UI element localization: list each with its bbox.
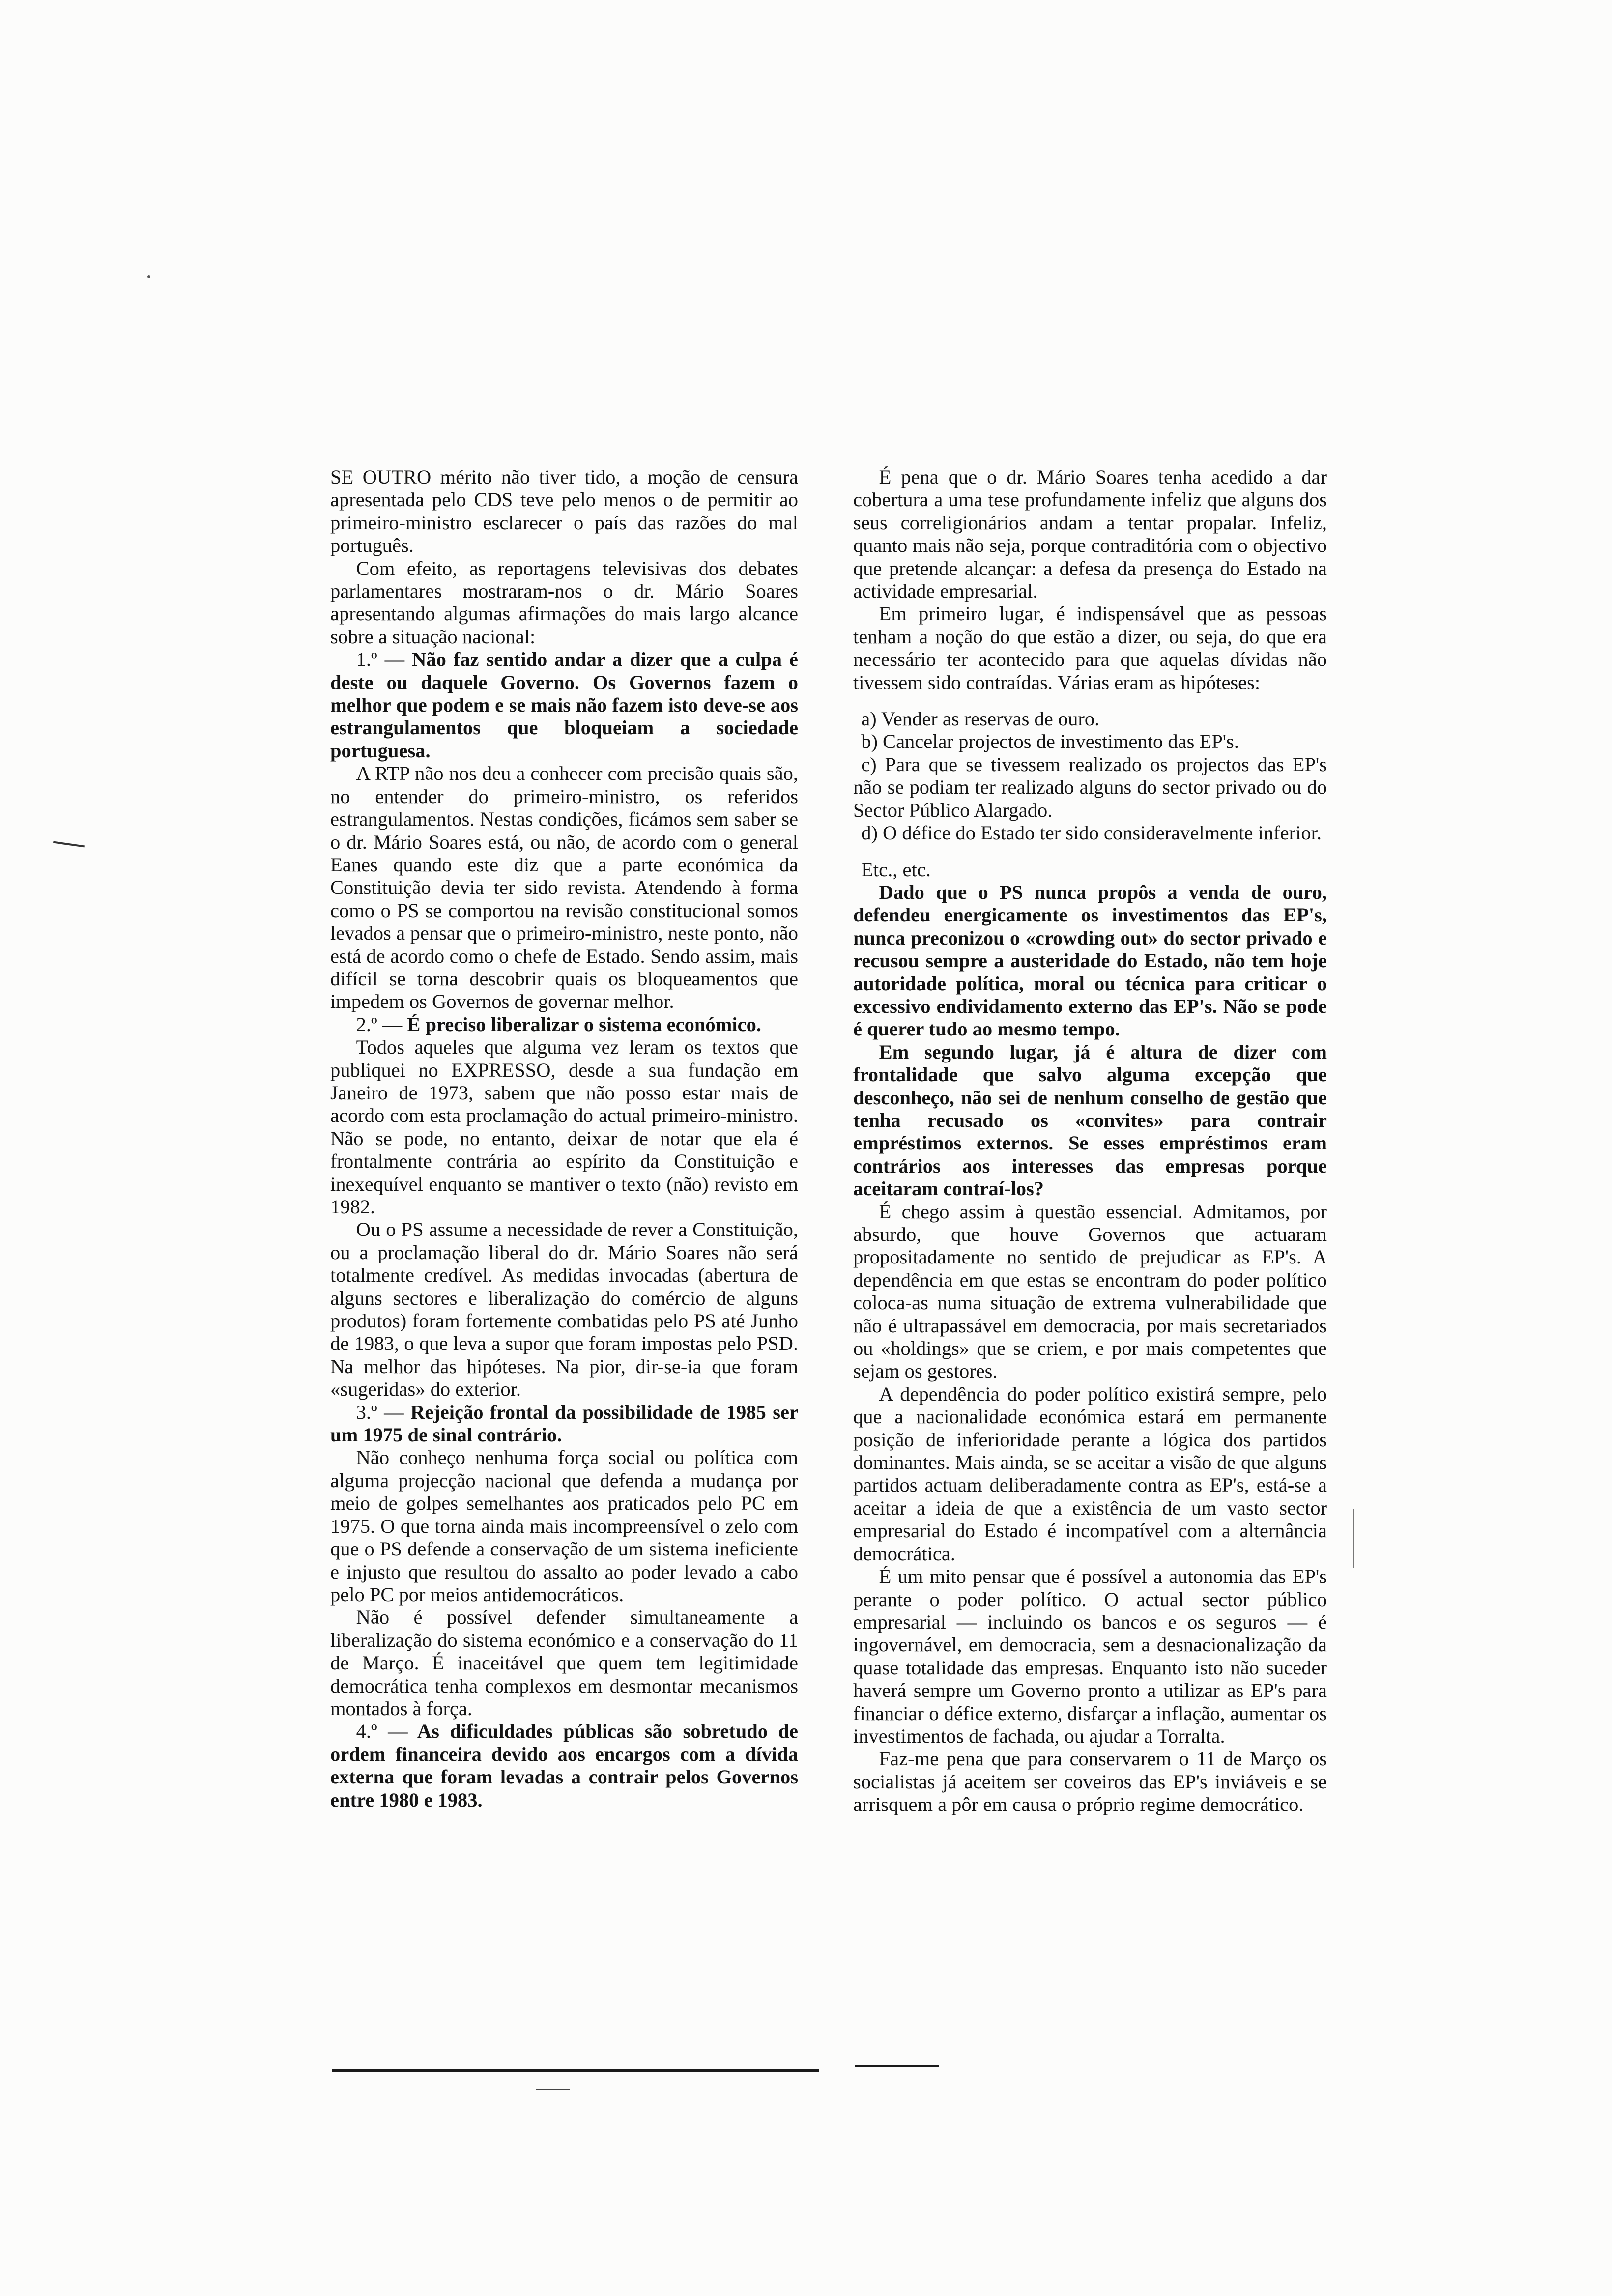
point-number: 3.º —: [356, 1401, 404, 1423]
hypothesis-item: a) Vender as reservas de ouro.: [861, 708, 1100, 730]
point-statement: As dificuldades públicas são sobretudo de ordem financeira devido aos encargos com a dívida externa que foram levadas a contrair pelos Governos entre 1980 e 1983.: [330, 1720, 798, 1811]
column-end-rule: [855, 2065, 939, 2067]
bold-paragraph: Em segundo lugar, já é altura de dizer com frontalidade que salvo alguma excepção que desconheço, não sei de nenhum conselho de gestão que tenha recusado os «convites» para contrair empréstimos externos. Se esses empréstimos eram contrários aos interesses das empresas porque aceitaram contraí-los?: [853, 1040, 1327, 1200]
margin-bar: [1353, 1509, 1354, 1568]
hypothesis-item: b) Cancelar projectos de investimento das EP's.: [861, 730, 1239, 753]
numbered-point: [330, 1401, 798, 1447]
lead-in: SE OUTRO: [330, 466, 432, 488]
point-number: 1.º —: [356, 648, 405, 671]
numbered-point: [330, 1013, 798, 1036]
paragraph: Todos aqueles que alguma vez leram os textos que publiquei no EXPRESSO, desde a sua fundação em Janeiro de 1973, sabem que não posso estar mais de acordo com esta proclamação do actual primeiro-ministro. Não se pode, no entanto, deixar de notar que ela é frontalmente contrária ao espírito da Constituição e inexequível enquanto se mantiver o texto (não) revisto em 1982.: [330, 1036, 798, 1218]
hypothesis-item: Etc., etc.: [861, 858, 931, 881]
paragraph: É um mito pensar que é possível a autonomia das EP's perante o poder político. O actual sector público empresarial — incluindo os bancos e os seguros — é ingovernável, em democracia, sem a desnacionalização da quase totalidade das empresas. Enquanto isto não suceder haverá sempre um Governo pronto a utilizar as EP's para financiar o défice externo, disfarçar a inflação, aumentar os investimentos de fachada, ou ajudar a Torralta.: [853, 1565, 1327, 1747]
hypothesis-item: d) O défice do Estado ter sido consideravelmente inferior.: [861, 822, 1322, 844]
article-left-column: [330, 466, 798, 1811]
article-right-column: [853, 466, 1327, 1816]
paragraph: [853, 1041, 1327, 1201]
paragraph: É pena que o dr. Mário Soares tenha acedido a dar cobertura a uma tese profundamente infeliz que alguns dos seus correligionários andam a tentar propalar. Infeliz, quanto mais não seja, porque contraditória com o objectivo que pretende alcançar: a defesa da presença do Estado na actividade empresarial.: [853, 466, 1327, 603]
paragraph: A dependência do poder político existirá sempre, pelo que a nacionalidade económica estará em permanente posição de inferioridade perante a lógica dos partidos dominantes. Mais ainda, se se aceitar a visão de que alguns partidos actuam deliberadamente contra as EP's, está-se a aceitar a ideia de que a existência de um vasto sector empresarial do Estado é incompatível com a alternância democrática.: [853, 1382, 1327, 1565]
paragraph: Ou o PS assume a necessidade de rever a Constituição, ou a proclamação liberal do dr. Mário Soares não será totalmente credível. As medidas invocadas (abertura de alguns sectores e liberalização do comércio de alguns produtos) foram fortemente combatidas pelo PS até Junho de 1983, o que leva a supor que foram impostas pelo PSD. Na melhor das hipóteses. Na pior, dir-se-ia que foram «sugeridas» do exterior.: [330, 1218, 798, 1401]
numbered-point: [330, 648, 798, 762]
column-end-rule: [332, 2069, 819, 2072]
margin-mark: [53, 841, 85, 848]
bold-paragraph: Dado que o PS nunca propôs a venda de ouro, defendeu energicamente os investimentos das EP's, nunca preconizou o «crowding out» do sector privado e recusou sempre a austeridade do Estado, não tem hoje autoridade política, moral ou técnica para criticar o excessivo endividamento externo das EP's. Não se pode é querer tudo ao mesmo tempo.: [853, 881, 1327, 1040]
paragraph: Em primeiro lugar, é indispensável que as pessoas tenham a noção do que estão a dizer, ou seja, do que era necessário ter acontecido para que aquelas dívidas não tivessem sido contraídas. Várias eram as hipóteses:: [853, 603, 1327, 693]
point-number: 4.º —: [356, 1720, 408, 1743]
scan-speck: [147, 275, 150, 278]
point-statement: É preciso liberalizar o sistema económico.: [402, 1013, 761, 1035]
paragraph: Com efeito, as reportagens televisivas dos debates parlamentares mostraram-nos o dr. Mário Soares apresentando algumas afirmações do mais largo alcance sobre a situação nacional:: [330, 557, 798, 648]
paragraph: Faz-me pena que para conservarem o 11 de Março os socialistas já aceitem ser coveiros das EP's inviáveis e se arrisquem a pôr em causa o próprio regime democrático.: [853, 1748, 1327, 1816]
point-number: 2.º —: [356, 1013, 403, 1035]
point-statement: Rejeição frontal da possibilidade de 1985 ser um 1975 de sinal contrário.: [330, 1401, 799, 1446]
point-statement: Não faz sentido andar a dizer que a culpa é deste ou daquele Governo. Os Governos fazem o melhor que podem e se mais não fazem isto deve-se aos estrangulamentos que bloqueiam a sociedade portuguesa.: [330, 648, 799, 762]
paragraph: É chego assim à questão essencial. Admitamos, por absurdo, que houve Governos que actuaram propositadamente no sentido de prejudicar as EP's. A dependência em que estas se encontram do poder político coloca-as numa situação de extrema vulnerabilidade que não é ultrapassável em democracia, por mais secretariados ou «holdings» que se criem, e por mais competentes que sejam os gestores.: [853, 1200, 1327, 1382]
paragraph: Não é possível defender simultaneamente a liberalização do sistema económico e a conservação do 11 de Março. É inaceitável que quem tem legitimidade democrática tenha complexos em desmontar mecanismos montados à força.: [330, 1606, 798, 1720]
paragraph: [853, 881, 1327, 1041]
numbered-point: [330, 1720, 798, 1811]
hypothesis-item: c) Para que se tivessem realizado os projectos das EP's não se podiam ter realizado alguns do sector privado ou do Sector Público Alargado.: [853, 753, 1327, 821]
paragraph: A RTP não nos deu a conhecer com precisão quais são, no entender do primeiro-ministro, os referidos estrangulamentos. Nestas condições, ficámos sem saber se o dr. Mário Soares está, ou não, de acordo com o general Eanes quando este diz que a parte económica da Constituição devia ter sido revista. Atendendo à forma como o PS se comportou na revisão constitucional somos levados a pensar que o primeiro-ministro, neste ponto, não está de acordo como o chefe de Estado. Sendo assim, mais difícil se torna descobrir quais os bloqueamentos que impedem os Governos de governar melhor.: [330, 762, 798, 1013]
paragraph: Não conheço nenhuma força social ou política com alguma projecção nacional que defenda a mudança por meio de golpes semelhantes aos praticados pelo PC em 1975. O que torna ainda mais incompreensível o zelo com que o PS defende a conservação de um sistema ineficiente e injusto que resultou do assalto ao poder levado a cabo pelo PC por meios antidemocráticos.: [330, 1446, 798, 1606]
paragraph: SE OUTRO mérito não tiver tido, a moção de censura apresentada pelo CDS teve pelo menos o de permitir ao primeiro-ministro esclarecer o país das razões do mal português.: [330, 466, 799, 557]
column-end-tick: [536, 2089, 570, 2090]
